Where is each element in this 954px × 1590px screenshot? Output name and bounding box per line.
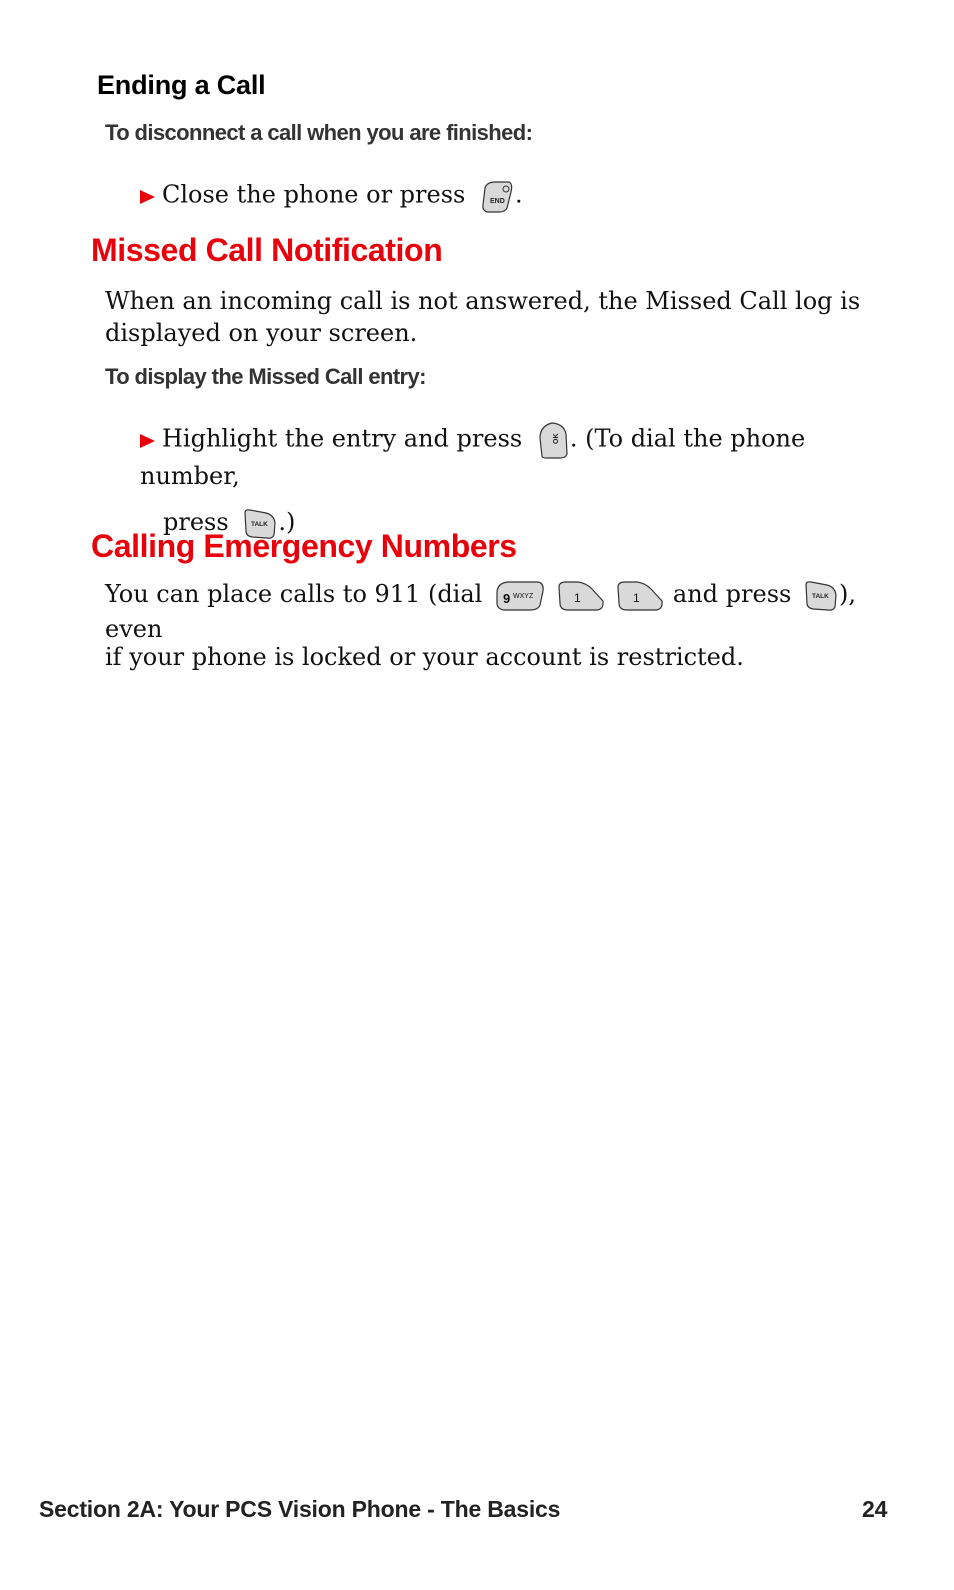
section-heading-missed-call: Missed Call Notification (91, 232, 443, 268)
triangle-right-icon (140, 190, 155, 204)
one-key-icon (615, 579, 665, 613)
talk-key-label: TALK (811, 592, 829, 600)
triangle-right-icon (140, 434, 155, 448)
step-missed (140, 420, 870, 541)
step-text-middle: . (To dial the phone number, (140, 424, 806, 490)
step-ending (140, 178, 870, 214)
nine-key-digit: 9 (502, 590, 511, 606)
step-text: Close the phone or press (162, 180, 466, 209)
emergency-text-line2: if your phone is locked or your account is restricted. (105, 642, 744, 671)
one-key-icon (556, 579, 606, 613)
lead-in-missed: To display the Missed Call entry: (105, 364, 426, 389)
one-key-digit: 1 (573, 590, 581, 605)
step-text: Highlight the entry and press (162, 424, 523, 453)
step-text-line2-end: .) (278, 508, 296, 536)
section-heading-emergency: Calling Emergency Numbers (91, 528, 517, 564)
paragraph-missed-call: When an incoming call is not answered, the Missed Call log is displayed on your screen. (105, 287, 861, 347)
nine-key-icon (494, 579, 546, 613)
one-key-digit: 1 (633, 590, 640, 605)
section-heading-ending-call: Ending a Call (97, 70, 266, 100)
end-key-label: END (490, 198, 505, 205)
emergency-text-end: ), even (105, 580, 856, 643)
footer-section-title: Section 2A: Your PCS Vision Phone - The Basics (39, 1496, 561, 1522)
step-text-line2: press (163, 508, 229, 536)
emergency-text-middle: and press (672, 580, 792, 608)
talk-key-label: TALK (251, 520, 269, 528)
ok-key-icon (536, 420, 570, 460)
end-key-icon (479, 178, 515, 214)
ok-key-label: OK (552, 433, 560, 444)
talk-key-icon (803, 579, 839, 613)
emergency-text: You can place calls to 911 (dial (105, 580, 483, 608)
step-text-end: . (515, 180, 523, 209)
nine-key-letters: WXYZ (512, 592, 534, 600)
lead-in-ending: To disconnect a call when you are finished: (105, 120, 533, 145)
paragraph-emergency (105, 578, 885, 673)
page-number: 24 (862, 1496, 888, 1522)
